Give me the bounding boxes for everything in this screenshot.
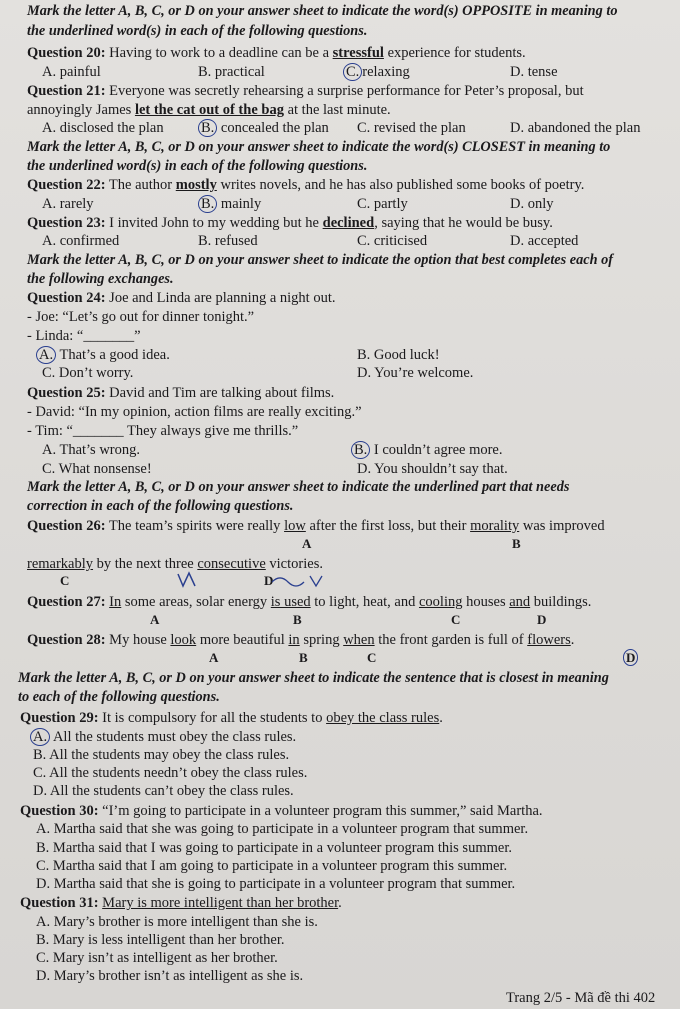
q27-mark-c: C bbox=[451, 612, 461, 627]
q29-stem: Question 29: It is compulsory for all the students to obey the class rules. bbox=[20, 710, 443, 726]
q25-option-a: A. That’s wrong. bbox=[42, 442, 141, 458]
q21-option-d: D. abandoned the plan bbox=[510, 120, 641, 136]
q21-option-c: C. revised the plan bbox=[357, 120, 466, 136]
q28-mark-b: B bbox=[299, 650, 308, 665]
q20-option-c: C. relaxing bbox=[343, 64, 410, 81]
q29-option-a: A. All the students must obey the class rules. bbox=[30, 729, 296, 746]
q26-part-a: low bbox=[284, 518, 306, 534]
q30-stem: Question 30: “I’m going to participate in a volunteer program this summer,” said Martha. bbox=[20, 803, 543, 819]
q24-joe-line: - Joe: “Let’s go out for dinner tonight.” bbox=[27, 309, 255, 325]
q20-target: stressful bbox=[332, 45, 384, 61]
q23-target: declined bbox=[322, 215, 375, 231]
q26-mark-a: A bbox=[302, 536, 312, 551]
q20-label: Question 20: bbox=[27, 45, 106, 61]
q21-option-b: B. concealed the plan bbox=[198, 120, 329, 137]
section2-instruction-line2: the underlined word(s) in each of the following questions. bbox=[27, 158, 368, 174]
section3-instruction-line2: the following exchanges. bbox=[27, 271, 174, 287]
section4-instruction-line2: correction in each of the following questions. bbox=[27, 498, 294, 514]
q24-option-c: C. Don’t worry. bbox=[42, 365, 134, 381]
q23-option-b: B. refused bbox=[198, 233, 258, 249]
q27-mark-d: D bbox=[537, 612, 547, 627]
q21-option-a: A. disclosed the plan bbox=[42, 120, 164, 136]
q21-stem-line1: Question 21: Everyone was secretly rehearsing a surprise performance for Peter’s proposal, but bbox=[27, 83, 584, 99]
q27-part-a: In bbox=[109, 594, 122, 610]
q31-option-a: A. Mary’s brother is more intelligent than she is. bbox=[36, 914, 318, 930]
q29-option-b: B. All the students may obey the class rules. bbox=[33, 747, 290, 763]
q20-option-a: A. painful bbox=[42, 64, 101, 80]
q25-stem: Question 25: David and Tim are talking about films. bbox=[27, 385, 335, 401]
section5-instruction-line1: Mark the letter A, B, C, or D on your answer sheet to indicate the sentence that is closest in meaning bbox=[18, 670, 609, 686]
q24-stem: Question 24: Joe and Linda are planning a night out. bbox=[27, 290, 336, 306]
q26-part-d: consecutive bbox=[197, 556, 266, 572]
q28-mark-d: D bbox=[623, 650, 638, 666]
q28-part-c: when bbox=[343, 632, 375, 648]
q31-option-d: D. Mary’s brother isn’t as intelligent as she is. bbox=[36, 968, 304, 984]
q20-option-b: B. practical bbox=[198, 64, 265, 80]
q21-target: let the cat out of the bag bbox=[134, 102, 284, 118]
q26-part-b: morality bbox=[470, 518, 520, 534]
q27-part-d: and bbox=[509, 594, 531, 610]
section4-instruction-line1: Mark the letter A, B, C, or D on your answer sheet to indicate the underlined part that needs bbox=[27, 479, 570, 495]
page-footer: Trang 2/5 - Mã đề thi 402 bbox=[506, 990, 656, 1006]
q26-mark-d: D bbox=[264, 573, 274, 588]
q28-part-a: look bbox=[170, 632, 197, 648]
pen-scribble-mark bbox=[270, 572, 330, 588]
q22-option-a: A. rarely bbox=[42, 196, 94, 212]
q28-mark-a: A bbox=[209, 650, 219, 665]
q23-option-c: C. criticised bbox=[357, 233, 428, 249]
q22-option-d: D. only bbox=[510, 196, 554, 212]
q28-mark-c: C bbox=[367, 650, 377, 665]
q28-stem: Question 28: My house look more beautiful in spring when the front garden is full of flowers. bbox=[27, 632, 575, 648]
q29-option-c: C. All the students needn’t obey the class rules. bbox=[33, 765, 308, 781]
q26-mark-c: C bbox=[60, 573, 70, 588]
q24-linda-line: - Linda: “_______” bbox=[27, 328, 141, 344]
q26-stem-line1: Question 26: The team’s spirits were really low after the first loss, but their morality was improved bbox=[27, 518, 605, 534]
q26-part-c: remarkably bbox=[27, 556, 94, 572]
q25-david-line: - David: “In my opinion, action films are really exciting.” bbox=[27, 404, 362, 420]
q31-stem: Question 31: Mary is more intelligent than her brother. bbox=[20, 895, 342, 911]
section5-instruction-line2: to each of the following questions. bbox=[18, 689, 220, 705]
q22-stem: Question 22: The author mostly writes novels, and he has also published some books of poetry. bbox=[27, 177, 585, 193]
q29-option-d: D. All the students can’t obey the class rules. bbox=[33, 783, 294, 799]
q25-tim-line: - Tim: “_______ They always give me thrills.” bbox=[27, 423, 299, 439]
q26-mark-b: B bbox=[512, 536, 521, 551]
q23-option-a: A. confirmed bbox=[42, 233, 120, 249]
q27-part-b: is used bbox=[270, 594, 311, 610]
q22-option-b: B. mainly bbox=[198, 196, 261, 213]
pen-check-mark bbox=[175, 570, 205, 590]
q22-option-c: C. partly bbox=[357, 196, 408, 212]
q24-option-a: A. That’s a good idea. bbox=[36, 347, 170, 364]
q25-option-b: B. I couldn’t agree more. bbox=[351, 442, 503, 459]
q31-target: Mary is more intelligent than her brother bbox=[102, 895, 339, 911]
q30-option-b: B. Martha said that I was going to participate in a volunteer program this summer. bbox=[36, 840, 512, 856]
q25-option-c: C. What nonsense! bbox=[42, 461, 152, 477]
q20-option-d: D. tense bbox=[510, 64, 558, 80]
q27-mark-a: A bbox=[150, 612, 160, 627]
q21-stem-line2: annoyingly James let the cat out of the bag at the last minute. bbox=[27, 102, 391, 118]
q31-option-c: C. Mary isn’t as intelligent as her brother. bbox=[36, 950, 278, 966]
q25-option-d: D. You shouldn’t say that. bbox=[357, 461, 508, 477]
q20-stem: Question 20: Having to work to a deadline can be a stressful experience for students. bbox=[27, 45, 526, 61]
q30-option-c: C. Martha said that I am going to participate in a volunteer program this summer. bbox=[36, 858, 508, 874]
q27-stem: Question 27: In some areas, solar energy is used to light, heat, and cooling houses and buildings. bbox=[27, 594, 592, 610]
q30-option-a: A. Martha said that she was going to participate in a volunteer program that summer. bbox=[36, 821, 529, 837]
q27-mark-b: B bbox=[293, 612, 302, 627]
q22-target: mostly bbox=[175, 177, 217, 193]
q28-part-b: in bbox=[288, 632, 300, 648]
q27-part-c: cooling bbox=[418, 594, 463, 610]
section2-instruction-line1: Mark the letter A, B, C, or D on your answer sheet to indicate the word(s) CLOSEST in meaning to bbox=[27, 139, 611, 155]
q31-option-b: B. Mary is less intelligent than her brother. bbox=[36, 932, 285, 948]
q24-option-d: D. You’re welcome. bbox=[357, 365, 474, 381]
q28-part-d: flowers bbox=[527, 632, 571, 648]
section1-instruction-line1: Mark the letter A, B, C, or D on your answer sheet to indicate the word(s) OPPOSITE in meaning to bbox=[27, 3, 618, 19]
q26-stem-line2: remarkably by the next three consecutive victories. bbox=[27, 556, 323, 572]
section3-instruction-line1: Mark the letter A, B, C, or D on your answer sheet to indicate the option that best completes each of bbox=[27, 252, 614, 268]
q30-option-d: D. Martha said that she is going to participate in a volunteer program that summer. bbox=[36, 876, 516, 892]
q23-stem: Question 23: I invited John to my wedding but he declined, saying that he would be busy. bbox=[27, 215, 553, 231]
section1-instruction-line2: the underlined word(s) in each of the following questions. bbox=[27, 23, 368, 39]
q23-option-d: D. accepted bbox=[510, 233, 579, 249]
q24-option-b: B. Good luck! bbox=[357, 347, 440, 363]
q29-target: obey the class rules bbox=[326, 710, 440, 726]
